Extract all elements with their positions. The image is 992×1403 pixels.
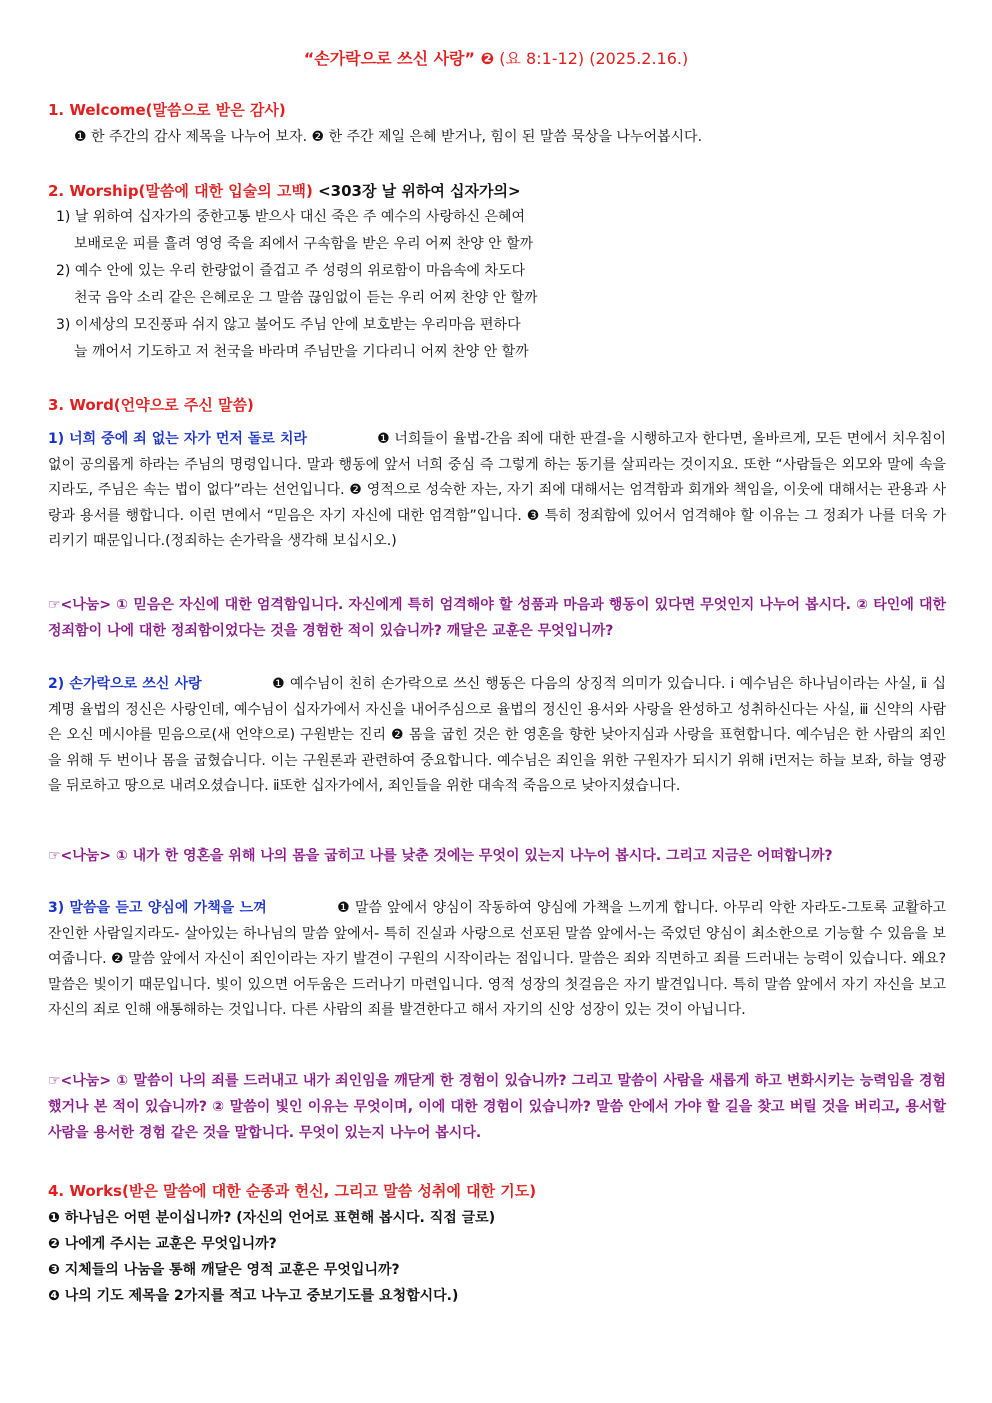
welcome-line: ❶ 한 주간의 감사 제목을 나누어 보자. ❷ 한 주간 제일 은혜 받거나, 힘이 된 말씀 묵상을 나누어봅시다. [74,129,703,145]
hymn-line: 천국 음악 소리 같은 은혜로운 그 말씀 끊임없이 듣는 우리 어찌 찬양 안 할까 [74,290,538,306]
word-section-3 [48,896,946,1024]
hymn-line: 1) 날 위하여 십자가의 중한고통 받으사 대신 죽은 주 예수의 사랑하신 은혜여 [56,209,526,225]
section-body: ❶ 너희들이 율법-간음 죄에 대한 판결-을 시행하고자 한다면, 올바르게, 모든 면에서 치우침이 없이 공의롭게 하라는 주님의 명령입니다. 말과 행동에 앞서 너희 중심 즉 그렇게 하는 동기를 살피라는 것이지요. 또한 “사람들은 외모와 말에 속을지라도, 주님은 속는 법이 없다”라는 선언입니다. ❷ 영적으로 성숙한 자는, 자기 죄에 대해서는 엄격함과 회개와 책임을, 이웃에 대해서는 관용과 사랑과 용서를 행합니다. 이런 면에서 “믿음은 자기 자신에 대한 엄격함”입니다. ❸ 특히 정죄함에 있어서 엄격해야 할 이유는 그 정죄가 나를 더욱 가리키기 때문입니다.(정죄하는 손가락을 생각해 보십시오.) [48,431,946,549]
works-item: ❶ 하나님은 어떤 분이십니까? (자신의 언어로 표현해 봅시다. 직접 글로) [48,1210,496,1226]
word-section-2 [48,672,946,800]
works-heading: 4. Works(받은 말씀에 대한 순종과 헌신, 그리고 말씀 성취에 대한 기도) [48,1182,537,1200]
section-subtitle: 1) 너희 중에 죄 없는 자가 먼저 돌로 치라 [48,431,307,447]
worship-heading-text: 2. Worship(말씀에 대한 입술의 고백) [48,182,313,200]
section-body: ❶ 예수님이 친히 손가락으로 쓰신 행동은 다음의 상징적 의미가 있습니다. ⅰ 예수님은 하나님이라는 사실, ⅱ 십계명 율법의 정신은 사랑인데, 예수님이 십자가에서 자신을 내어주심으로 율법의 정신인 용서와 사랑을 완성하고 성취하신다는 사실, ⅲ 신약의 사람은 오신 메시야를 믿음으로(새 언약으로) 구원받는 진리 ❷ 몸을 굽힌 것은 한 영혼을 향한 낮아지심과 사랑을 표현합니다. 예수님은 한 사람의 죄인을 위해 두 번이나 몸을 굽혔습니다. 이는 구원론과 관련하여 중요합니다. 예수님은 죄인을 위한 구원자가 되시기 위해 ⅰ먼저는 하늘 보좌, 하늘 영광을 뒤로하고 땅으로 내려오셨습니다. ⅱ또한 십자가에서, 죄인들을 위한 대속적 죽음으로 낮아지셨습니다. [48,676,946,794]
sharing-question: ☞<나눔> ① 내가 한 영혼을 위해 나의 몸을 굽히고 나를 낮춘 것에는 무엇이 있는지 나누어 봅시다. 그리고 지금은 어떠합니까? [48,848,833,864]
title-main: “손가락으로 쓰신 사랑” ❷ [303,49,495,68]
section-body: ❶ 말씀 앞에서 양심이 작동하여 양심에 가책을 느끼게 합니다. 아무리 악한 자라도-그토록 교활하고 잔인한 사람일지라도- 살아있는 하나님의 말씀 앞에서- 특히 진실과 사랑으로 선포된 말씀 앞에서-는 죽었던 양심이 최소한으로 기능할 수 있음을 보여줍니다. ❷ 말씀 앞에서 자신이 죄인이라는 자기 발견이 구원의 시작이라는 점입니다. 말씀은 죄와 직면하고 죄를 드러내는 능력이 있습니다. 왜요? 말씀은 빛이기 때문입니다. 빛이 있으면 어두움은 드러나기 마련입니다. 영적 성장의 첫걸음은 자기 발견입니다. 특히 말씀 앞에서 자기 자신을 보고 자신의 죄로 인해 애통해하는 것입니다. 다른 사람의 죄를 발견한다고 해서 자기의 신앙 성장이 있는 것이 아닙니다. [48,900,946,1018]
works-item: ❹ 나의 기도 제목을 2가지를 적고 나누고 중보기도를 요청합시다.) [48,1288,459,1304]
works-item: ❷ 나에게 주시는 교훈은 무엇입니까? [48,1236,277,1252]
hymn-line: 3) 이세상의 모진풍파 쉬지 않고 불어도 주님 안에 보호받는 우리마음 편하다 [56,317,521,333]
hymn-line: 보배로운 피를 흘려 영영 죽을 죄에서 구속함을 받은 우리 어찌 찬양 안 할까 [74,236,534,252]
hymn-title: <303장 날 위하여 십자가의> [312,182,521,200]
section-subtitle: 3) 말씀을 듣고 양심에 가책을 느껴 [48,900,267,916]
section-subtitle: 2) 손가락으로 쓰신 사랑 [48,676,202,692]
title-reference: (요 8:1-12) (2025.2.16.) [494,49,689,68]
word-heading: 3. Word(언약으로 주신 말씀) [48,396,254,414]
hymn-line: 늘 깨어서 기도하고 저 천국을 바라며 주님만을 기다리니 어찌 찬양 안 할까 [74,344,529,360]
sharing-question: ☞<나눔> ① 믿음은 자신에 대한 엄격함입니다. 자신에게 특히 엄격해야 할 성품과 마음과 행동이 있다면 무엇인지 나누어 봅시다. ② 타인에 대한 정죄함이 나에 대한 정죄함이었다는 것을 경험한 적이 있습니까? 깨달은 교훈은 무엇입니까? [48,597,946,639]
welcome-heading: 1. Welcome(말씀으로 받은 감사) [48,101,286,119]
works-item: ❸ 지체들의 나눔을 통해 깨달은 영적 교훈은 무엇입니까? [48,1262,400,1278]
worship-heading [48,180,521,201]
hymn-line: 2) 예수 안에 있는 우리 한량없이 즐겁고 주 성령의 위로함이 마음속에 차도다 [56,263,526,279]
sharing-question: ☞<나눔> ① 말씀이 나의 죄를 드러내고 내가 죄인임을 깨닫게 한 경험이 있습니까? 그리고 말씀이 사람을 새롭게 하고 변화시키는 능력임을 경험했거나 본 적이 있습니까? ② 말씀이 빛인 이유는 무엇이며, 이에 대한 경험이 있습니까? 말씀 안에서 가야 할 길을 찾고 버릴 것을 버리고, 용서할 사람을 용서한 경험 같은 것을 말합니다. 무엇이 있는지 나누어 봅시다. [48,1073,946,1141]
page-title [0,46,992,69]
word-section-1 [48,427,946,555]
